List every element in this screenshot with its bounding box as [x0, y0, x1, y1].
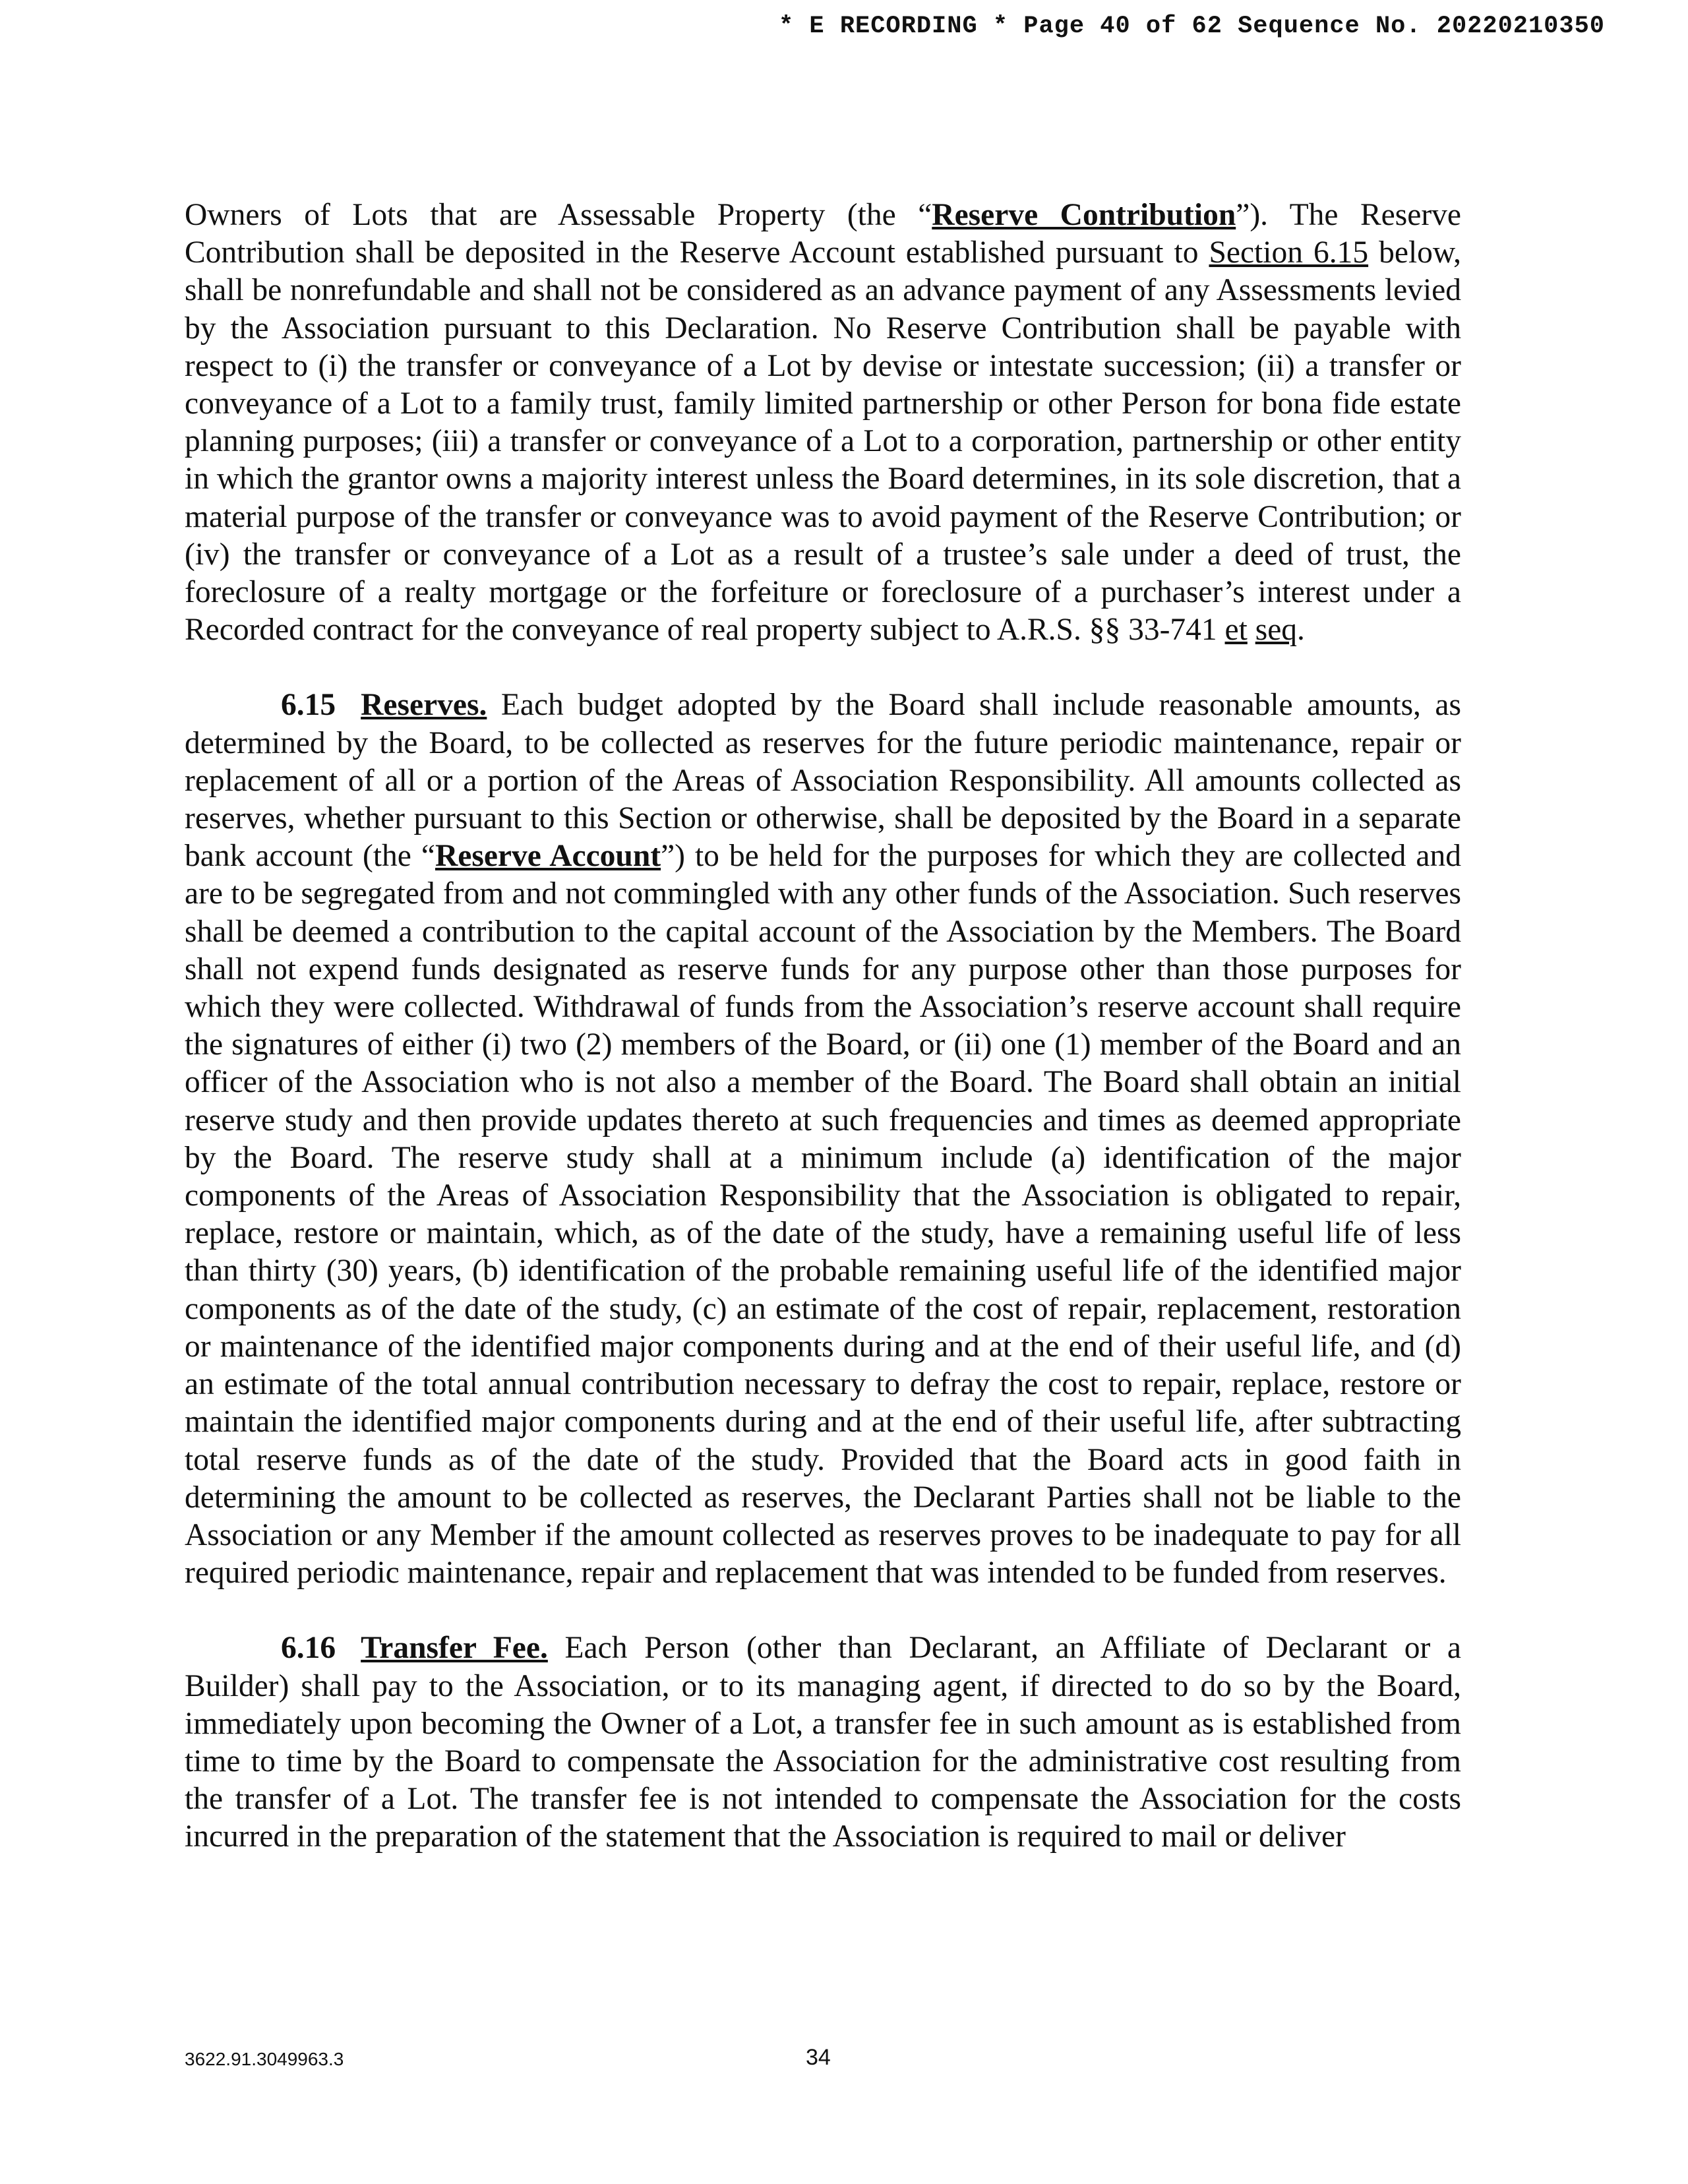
defined-term-reserve-account: Reserve Account [435, 839, 661, 874]
section-reference-link: Section 6.15 [1209, 235, 1369, 270]
section-6-15-paragraph [185, 686, 1461, 1592]
defined-term-reserve-contribution: Reserve Contribution [932, 198, 1236, 232]
para1-text-2: ”). The Reserve Contribution shall be deposited in the Reserve Account established pursuant to [185, 198, 1461, 270]
document-id: 3622.91.3049963.3 [185, 2049, 344, 2069]
document-body [185, 197, 1461, 1894]
para1-text-4: . [1297, 613, 1305, 648]
section-6-16-paragraph [185, 1629, 1461, 1856]
seq-text: seq [1255, 613, 1298, 648]
reserve-contribution-paragraph [185, 197, 1461, 649]
page-number: 34 [806, 2045, 831, 2070]
section-6-16-title: Transfer Fee. [361, 1631, 548, 1666]
para1-text-1: Owners of Lots that are Assessable Property (the “ [185, 198, 932, 232]
et-text: et [1224, 613, 1248, 648]
recording-header: * E RECORDING * Page 40 of 62 Sequence No. 20220210350 [779, 13, 1605, 40]
section-6-15-text-2: ”) to be held for the purposes for which they are collected and are to be segregated from and not commingled with any other funds of the Association. Such reserves shall be deemed a contribution to the capital account of the Association by the Members. The Board shall not expend funds designated as reserve funds for any purpose other than those purposes for which they were collected. Withdrawal of funds from the Association’s reserve account shall require the signatures of either (i) two (2) members of the Board, or (ii) one (1) member of the Board and an officer of the Association who is not also a member of the Board. The Board shall obtain an initial reserve study and then provide updates thereto at such frequencies and times as deemed appropriate by the Board. The reserve study shall at a minimum include (a) identification of the major components of the Areas of Association Responsibility that the Association is obligated to repair, replace, restore or maintain, which, as of the date of the study, have a remaining useful life of less than thirty (30) years, (b) identification of the probable remaining useful life of the identified major components as of the date of the study, (c) an estimate of the cost of repair, replacement, restoration or maintenance of the identified major components during and at the end of their useful life, and (d) an estimate of the total annual contribution necessary to defray the cost to repair, replace, restore or maintain the identified major components during and at the end of their useful life, after subtracting total reserve funds as of the date of the study. Provided that the Board acts in good faith in determining the amount to be collected as reserves, the Declarant Parties shall not be liable to the Association or any Member if the amount collected as reserves proves to be inadequate to pay for all required periodic maintenance, repair and replacement that was intended to be funded from reserves. [185, 839, 1462, 1591]
para1-text-3: below, shall be nonrefundable and shall not be considered as an advance payment of any Assessments levied by the Association pursuant to this Declaration. No Reserve Contribution shall be payable with respect to (i) the transfer or conveyance of a Lot by devise or intestate succession; (ii) a transfer or conveyance of a Lot to a family trust, family limited partnership or other Person for bona fide estate planning purposes; (iii) a transfer or conveyance of a Lot to a corporation, partnership or other entity in which the grantor owns a majority interest unless the Board determines, in its sole discretion, that a material purpose of the transfer or conveyance was to avoid payment of the Reserve Contribution; or (iv) the transfer or conveyance of a Lot as a result of a trustee’s sale under a deed of trust, the foreclosure of a realty mortgage or the forfeiture or foreclosure of a purchaser’s interest under a Recorded contract for the conveyance of real property subject to A.R.S. §§ 33-741 [185, 235, 1461, 648]
section-6-16-number: 6.16 [281, 1631, 336, 1666]
section-6-16-text-1: Each Person (other than Declarant, an Affiliate of Declarant or a Builder) shall pay to the Association, or to its managing agent, if directed to do so by the Board, immediately upon becoming the Owner of a Lot, a transfer fee in such amount as is established from time to time by the Board to compensate the Association for the administrative cost resulting from the transfer of a Lot. The transfer fee is not intended to compensate the Association for the costs incurred in the preparation of the statement that the Association is required to mail or deliver [185, 1631, 1461, 1854]
section-6-15-title: Reserves. [361, 688, 487, 723]
section-6-15-text-1: Each budget adopted by the Board shall include reasonable amounts, as determined by the Board, to be collected as reserves for the future periodic maintenance, repair or replacement of all or a portion of the Areas of Association Responsibility. All amounts collected as reserves, whether pursuant to this Section or otherwise, shall be deposited by the Board in a separate bank account (the “ [185, 688, 1461, 874]
section-6-15-number: 6.15 [281, 688, 336, 723]
